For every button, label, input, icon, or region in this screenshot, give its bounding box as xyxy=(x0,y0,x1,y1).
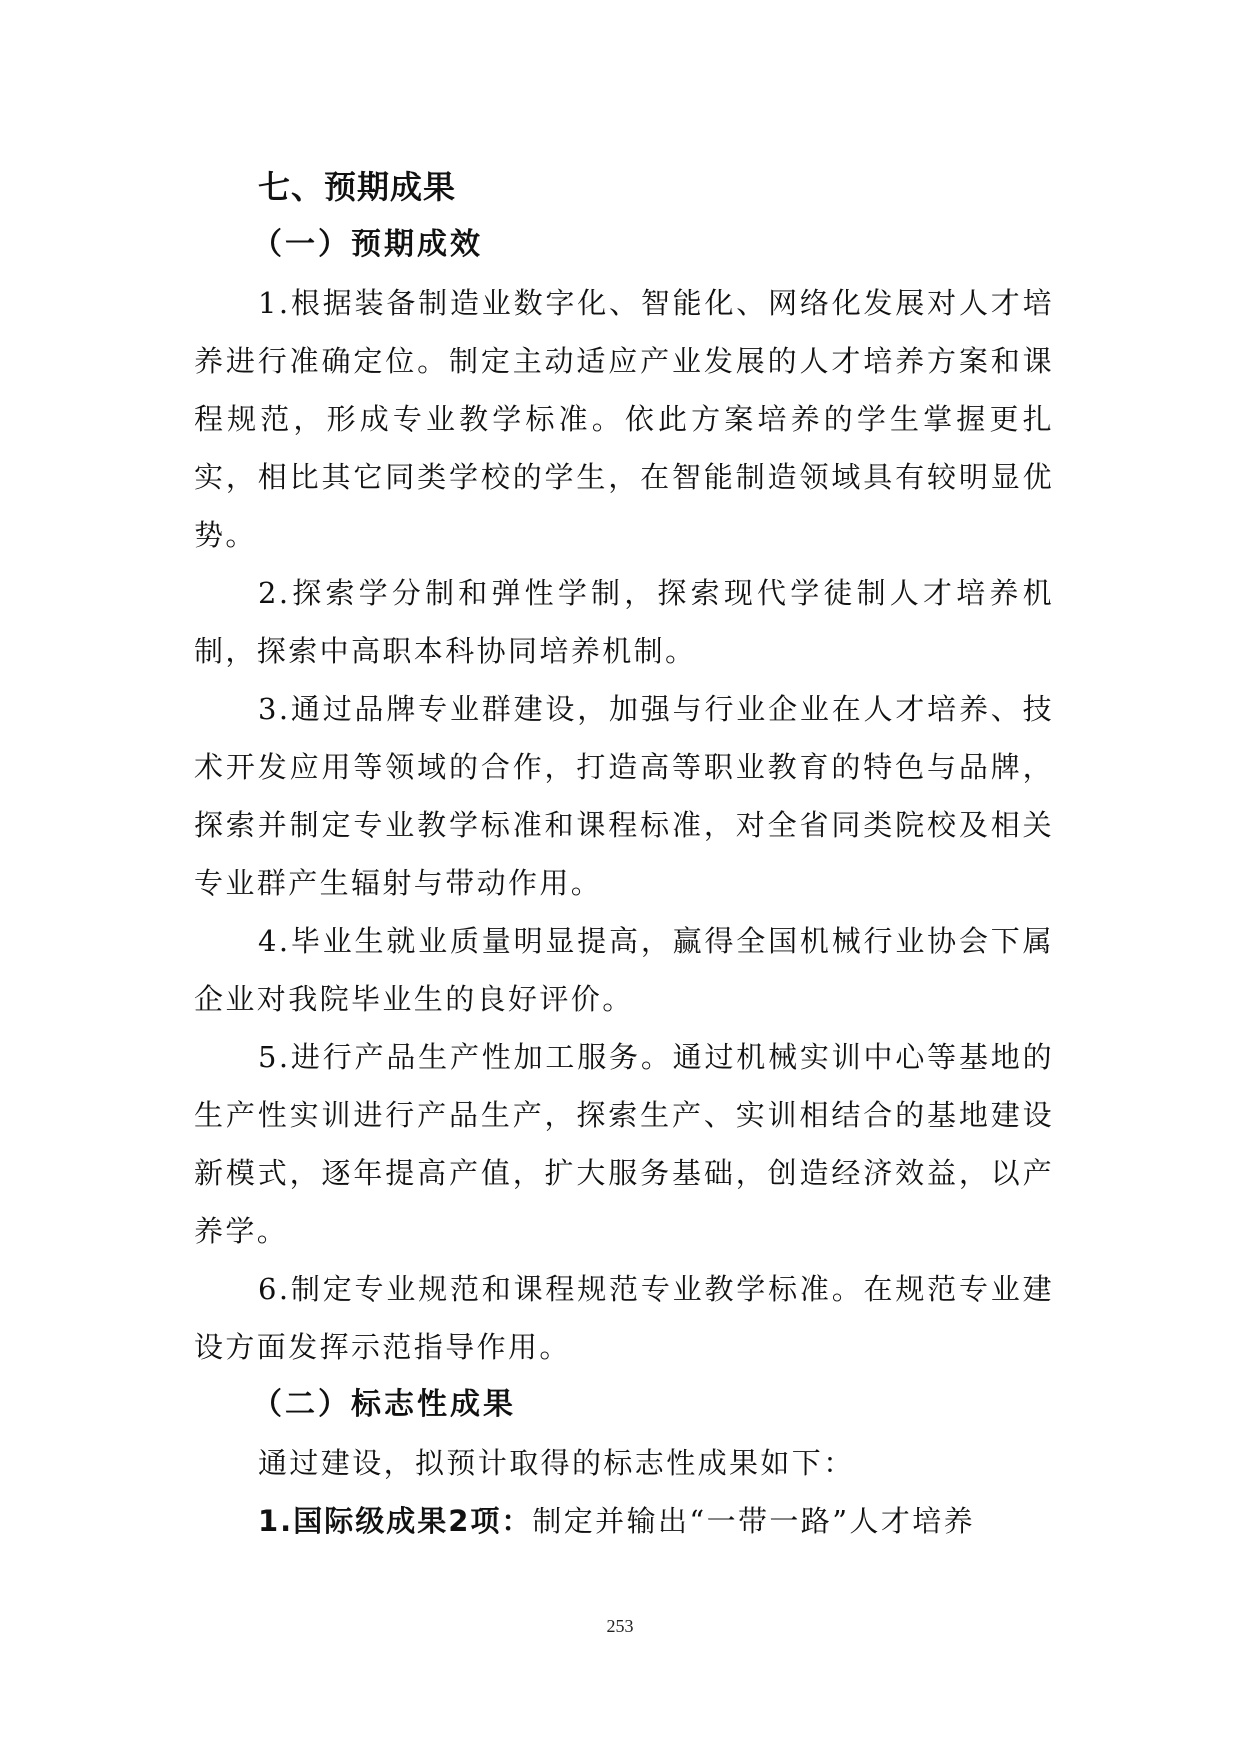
effect-paragraph-4: 4.毕业生就业质量明显提高，赢得全国机械行业协会下属企业对我院毕业生的良好评价。 xyxy=(194,924,1054,1016)
subsection-title-expected-effects: （一）预期成效 xyxy=(252,227,483,262)
landmark-result-1-text: 制定并输出“一带一路”人才培养 xyxy=(532,1504,976,1538)
effect-paragraph-3: 3.通过品牌专业群建设，加强与行业企业在人才培养、技术开发应用等领域的合作，打造高等职业教育的特色与品牌，探索并制定专业教学标准和课程标准，对全省同类院校及相关专业群产生辐射与带动作用。 xyxy=(194,692,1054,900)
effect-paragraph-5: 5.进行产品生产性加工服务。通过机械实训中心等基地的生产性实训进行产品生产，探索生产、实训相结合的基地建设新模式，逐年提高产值，扩大服务基础，创造经济效益，以产养学。 xyxy=(194,1040,1054,1248)
effect-paragraph-2: 2.探索学分制和弹性学制，探索现代学徒制人才培养机制，探索中高职本科协同培养机制。 xyxy=(194,576,1054,668)
effect-paragraph-1: 1.根据装备制造业数字化、智能化、网络化发展对人才培养进行准确定位。制定主动适应产业发展的人才培养方案和课程规范，形成专业教学标准。依此方案培养的学生掌握更扎实，相比其它同类学校的学生，在智能制造领域具有较明显优势。 xyxy=(194,286,1054,552)
landmark-result-1-lead: 1.国际级成果2项： xyxy=(258,1504,533,1538)
landmark-result-1 xyxy=(194,1492,1054,1550)
section-title: 七、预期成果 xyxy=(258,168,457,206)
page-number: 253 xyxy=(606,1616,634,1636)
page-content xyxy=(194,158,1054,1550)
landmark-intro: 通过建设，拟预计取得的标志性成果如下： xyxy=(258,1446,855,1480)
subsection-title-landmark-results: （二）标志性成果 xyxy=(252,1387,516,1422)
effect-paragraph-6: 6.制定专业规范和课程规范专业教学标准。在规范专业建设方面发挥示范指导作用。 xyxy=(194,1272,1054,1364)
